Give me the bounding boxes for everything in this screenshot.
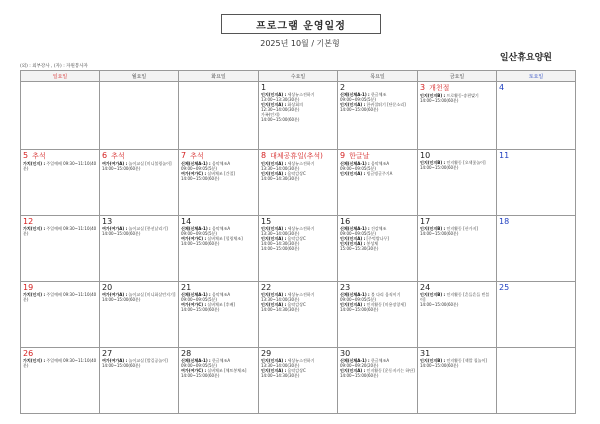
calendar-day-cell [100, 82, 179, 150]
program-detail: 세상뉴스전하기 13:00~13:30(30분) [261, 92, 315, 102]
day-number-line [340, 151, 415, 161]
calendar-week-row [21, 150, 576, 216]
program-detail: 14:00~15:00(60분) [420, 302, 459, 307]
day-number: 18 [499, 217, 510, 226]
day-number: 8 [261, 151, 267, 160]
weekday-tue: 화요일 [179, 71, 259, 82]
program-entry [340, 246, 415, 251]
program-detail: 인지활동 [산가지] [446, 226, 478, 231]
program-detail: 세상뉴스전하기 13:30~14:00(30분) [261, 226, 315, 236]
program-detail: 음악체조A 09:00~09:05(5분) [181, 161, 231, 171]
program-entry [261, 236, 335, 246]
program-entry [261, 246, 335, 251]
program-entry [261, 117, 335, 122]
weekday-sat: 토요일 [497, 71, 576, 82]
program-detail: 14:00~15:00(60분) [340, 307, 379, 312]
program-category: 인지(인지B) : [420, 358, 446, 363]
day-number-line [102, 151, 176, 161]
program-category: 신체(신체A-1) : [340, 161, 370, 166]
day-number: 11 [499, 151, 510, 160]
program-detail: 14:00~15:00(60분) [102, 297, 141, 302]
calendar-body [21, 82, 576, 414]
calendar-day-cell [100, 216, 179, 282]
program-entry [340, 92, 415, 102]
day-number: 25 [499, 283, 510, 292]
program-detail: 화상회의 12:30~14:00(30분) [261, 102, 303, 112]
day-number: 23 [340, 283, 351, 292]
calendar-day-cell [179, 348, 259, 414]
program-category: 신체(신체A-1) : [340, 226, 370, 231]
program-entry [181, 241, 256, 246]
calendar-day-cell [179, 216, 259, 282]
holiday-label: 한글날 [349, 152, 370, 160]
calendar-day-cell [338, 150, 418, 216]
program-category: 인지(인지A) : [261, 226, 287, 231]
calendar-day-cell [259, 150, 338, 216]
legend-note: (외) : 외부강사 , (자) : 자원봉사자 [20, 64, 88, 69]
program-entry [23, 226, 97, 236]
day-number-line [102, 217, 176, 226]
program-detail: 세상뉴스전하기 13:30~14:00(30분) [261, 292, 315, 302]
day-number-line [261, 217, 335, 226]
program-entry [181, 226, 256, 236]
day-number-line [181, 151, 256, 161]
calendar-day-cell [497, 150, 576, 216]
day-number-line [340, 349, 415, 358]
day-number: 4 [499, 83, 505, 92]
weekday-mon: 월요일 [100, 71, 179, 82]
program-category: 신체(신체A-1) : [181, 161, 211, 166]
program-detail: 14:00~15:00(60분) [340, 107, 379, 112]
program-entry [181, 161, 256, 171]
day-number: 9 [340, 151, 346, 160]
program-category: 인지(인지A) : [261, 92, 287, 97]
weekday-sun: 일요일 [21, 71, 100, 82]
program-category: 여가(여가A) : [102, 226, 128, 231]
program-entry [261, 92, 335, 102]
weekday-wed: 수요일 [259, 71, 338, 82]
day-number: 22 [261, 283, 272, 292]
day-number: 31 [420, 349, 431, 358]
program-detail: 14:00~15:00(60분) [261, 117, 300, 122]
program-detail: 인지활동 [오색꽃놀이] [446, 160, 486, 165]
program-category: 인지(인지B) : [420, 93, 446, 98]
calendar-day-cell [497, 82, 576, 150]
program-category: 가치(인지) : [23, 161, 46, 166]
program-entry [181, 176, 256, 181]
program-detail: 세상뉴스전하기 13:30~14:00(30분) [261, 358, 315, 368]
program-detail: 놀이교실 [풍선날리기] [128, 226, 168, 231]
day-number: 6 [102, 151, 108, 160]
program-category: 신체(신체A-1) : [340, 92, 370, 97]
calendar-day-cell [100, 282, 179, 348]
program-category: 신체(신체A-1) : [181, 226, 211, 231]
program-category: 가치(인지) : [23, 226, 46, 231]
program-detail: 한글체조A 09:00~09:05(5분) [181, 358, 231, 368]
program-detail: 주일예배 09:30~11:10(40분) [23, 292, 97, 302]
program-detail: 음악체조A 09:00~09:05(5분) [340, 161, 390, 171]
day-number-line [181, 349, 256, 358]
calendar-day-cell [21, 82, 100, 150]
calendar-day-cell [418, 348, 497, 414]
calendar-day-cell [338, 348, 418, 414]
program-entry [420, 292, 494, 302]
program-entry [420, 302, 494, 307]
calendar-day-cell [338, 216, 418, 282]
calendar-day-cell [418, 82, 497, 150]
day-number-line [420, 283, 494, 292]
program-category: 인지(인지B) : [420, 292, 446, 297]
calendar-day-cell [100, 150, 179, 216]
day-number-line [23, 217, 97, 226]
day-number-line [340, 217, 415, 226]
holiday-label: 추석 [32, 152, 46, 160]
day-number: 13 [102, 217, 113, 226]
holiday-label: 대체공휴일(추석) [270, 152, 323, 160]
program-category: 인지(인지B) : [420, 226, 446, 231]
page-subtitle: 2025년 10월 / 기본형 [260, 39, 340, 48]
program-entry [261, 171, 335, 181]
program-entry [261, 161, 335, 171]
day-number: 5 [23, 151, 29, 160]
program-detail: 14:00~15:00(60분) [340, 373, 379, 378]
program-detail: 실버체조 [후배] [207, 302, 235, 307]
program-entry [181, 358, 256, 368]
program-detail: 한귀절뛰기 [단문소리] [366, 102, 406, 107]
program-detail: 건강체조 09:00~09:05(5분) [340, 226, 387, 236]
program-entry [23, 292, 97, 302]
program-category: 신체(신체A-1) : [181, 292, 211, 297]
calendar-day-cell [497, 348, 576, 414]
day-number-line [420, 217, 494, 226]
program-entry [261, 368, 335, 378]
day-number-line [23, 349, 97, 358]
day-number-line [420, 83, 494, 93]
program-category: 여가(여가A) : [102, 358, 128, 363]
day-number-line [181, 217, 256, 226]
program-category: 인지(인지A) : [340, 236, 366, 241]
program-detail: 실버체조 [간절] [207, 171, 235, 176]
day-number-line [420, 151, 494, 160]
program-detail: 14:00~15:00(60분) [420, 98, 459, 103]
program-detail: 14:00~15:00(60분) [181, 176, 220, 181]
calendar-day-cell [418, 216, 497, 282]
day-number: 27 [102, 349, 113, 358]
day-number-line [499, 217, 573, 226]
day-number-line [23, 151, 97, 161]
program-category: 여가(여가C) : [181, 236, 207, 241]
page-title: 프로그램 운영일정 [221, 14, 381, 34]
program-category: 인지(인지A) : [340, 171, 366, 176]
day-number: 30 [340, 349, 351, 358]
program-detail: 음악감상C 14:00~14:30(30분) [261, 171, 306, 181]
program-detail: 14:00~15:00(60분) [420, 165, 459, 170]
day-number-line [499, 283, 573, 292]
program-detail: 14:00~15:00(60분) [102, 363, 141, 368]
day-number-line [420, 349, 494, 358]
program-detail: 14:00~15:00(60분) [181, 241, 220, 246]
program-entry [261, 292, 335, 302]
day-number-line [261, 83, 335, 92]
program-category: 인지(인지A) : [261, 102, 287, 107]
program-detail: 프로활동-송편빚기 [446, 93, 479, 98]
program-category: 신체(신체A-1) : [340, 292, 370, 297]
program-category: 인지(인지A) : [340, 241, 366, 246]
day-number: 21 [181, 283, 192, 292]
day-number-line [181, 283, 256, 292]
day-number: 20 [102, 283, 113, 292]
holiday-label: 추석 [111, 152, 125, 160]
calendar-day-cell [21, 348, 100, 414]
program-entry [102, 231, 176, 236]
program-detail: 가족(인지) [261, 112, 280, 117]
day-number: 12 [23, 217, 34, 226]
day-number-line [23, 283, 97, 292]
program-detail: 한글체조A 09:00~09:20(20분) [340, 358, 390, 368]
calendar-week-row [21, 282, 576, 348]
program-detail: 음악감상C 14:00~14:30(30분) [261, 302, 306, 312]
calendar-day-cell [259, 216, 338, 282]
day-number-line [340, 283, 415, 292]
day-number: 16 [340, 217, 351, 226]
program-entry [340, 107, 415, 112]
calendar-week-row [21, 216, 576, 282]
calendar-day-cell [179, 82, 259, 150]
program-detail: 놀이교실 [미니화살던지기] [128, 292, 176, 297]
program-category: 인지(인지B) : [420, 160, 446, 165]
program-entry [261, 226, 335, 236]
program-entry [181, 373, 256, 378]
calendar-day-cell [418, 150, 497, 216]
holiday-label: 개천절 [429, 84, 450, 92]
day-number: 17 [420, 217, 431, 226]
weekday-fri: 금요일 [418, 71, 497, 82]
day-number-line [340, 83, 415, 92]
program-detail: 주일예배 09:30~11:10(40분) [23, 226, 97, 236]
day-number: 2 [340, 83, 346, 92]
program-detail: 인지활동 [색깔 칠놀이] [446, 358, 487, 363]
program-entry [420, 231, 494, 236]
program-category: 신체(신체A-1) : [181, 358, 211, 363]
program-category: 인지(인지A) : [340, 102, 366, 107]
day-number: 10 [420, 151, 431, 160]
program-detail: 14:00~15:00(60분) [420, 363, 459, 368]
program-entry [340, 373, 415, 378]
program-detail: 14:00~15:00(60분) [181, 373, 220, 378]
program-category: 여가(여가A) : [102, 292, 128, 297]
program-category: 인지(인지A) : [261, 161, 287, 166]
calendar-day-cell [338, 282, 418, 348]
program-detail: 한글체조 09:00~09:05(5분) [340, 92, 387, 102]
day-number: 19 [23, 283, 34, 292]
calendar-day-cell [259, 348, 338, 414]
program-detail: 음악체조A 09:00~09:05(5분) [181, 226, 231, 236]
program-entry [23, 161, 97, 171]
program-category: 인지(인지A) : [340, 302, 366, 307]
day-number-line [102, 349, 176, 358]
calendar-week-row [21, 348, 576, 414]
program-entry [340, 307, 415, 312]
calendar-day-cell [179, 150, 259, 216]
day-number-line [499, 83, 573, 92]
program-entry [340, 171, 415, 176]
program-entry [340, 358, 415, 368]
day-number-line [499, 151, 573, 160]
program-entry [340, 292, 415, 302]
program-category: 신체(신체A-1) : [340, 358, 370, 363]
program-detail: 세상뉴스전하기 13:30~14:00(30분) [261, 161, 315, 171]
calendar-day-cell [21, 216, 100, 282]
program-detail: 봉성체 [366, 241, 379, 246]
program-category: 인지(인지A) : [261, 171, 287, 176]
day-number: 1 [261, 83, 267, 92]
program-entry [340, 161, 415, 171]
calendar-day-cell [338, 82, 418, 150]
program-category: 여가(여가C) : [181, 171, 207, 176]
day-number-line [102, 283, 176, 292]
program-detail: [주먹밥나무] [366, 236, 389, 241]
calendar-day-cell [259, 282, 338, 348]
program-detail: 15:00~15:30(30분) [340, 246, 379, 251]
day-number-line [261, 151, 335, 161]
program-detail: 14:00~15:00(60분) [181, 307, 220, 312]
calendar-day-cell [100, 348, 179, 414]
day-number: 7 [181, 151, 187, 160]
program-entry [102, 166, 176, 171]
program-category: 인지(인지A) : [261, 358, 287, 363]
calendar-day-cell [418, 282, 497, 348]
program-category: 인지(인지A) : [261, 236, 287, 241]
program-detail: 주일예배 09:30~11:10(40분) [23, 358, 97, 368]
program-detail: 실버체조 [힐링체조] [207, 236, 243, 241]
program-entry [420, 165, 494, 170]
program-category: 여가(여가A) : [102, 161, 128, 166]
program-entry [261, 358, 335, 368]
program-entry [102, 297, 176, 302]
day-number: 29 [261, 349, 272, 358]
program-category: 인지(인지A) : [261, 302, 287, 307]
program-detail: 인지활동 [운동지키는 하단] [366, 368, 415, 373]
program-category: 가치(인지) : [23, 358, 46, 363]
program-detail: 주일예배 09:30~11:10(40분) [23, 161, 97, 171]
calendar-table [20, 70, 576, 414]
program-entry [261, 302, 335, 312]
program-detail: 빙글빙글주기A [366, 171, 393, 176]
program-category: 인지(인지A) : [261, 292, 287, 297]
program-detail: 실버체조 [체트봉체조] [207, 368, 247, 373]
program-detail: 인지활동 [미용장창세] [366, 302, 406, 307]
program-detail: 14:00~15:00(60분) [102, 231, 141, 236]
program-entry [102, 363, 176, 368]
day-number: 24 [420, 283, 431, 292]
calendar-day-cell [497, 282, 576, 348]
program-detail: 음악체조A 09:00~09:05(5분) [181, 292, 231, 302]
day-number: 28 [181, 349, 192, 358]
weekday-thu: 목요일 [338, 71, 418, 82]
organization-name: 일산휴요양원 [499, 53, 552, 63]
program-category: 가치(인지) : [23, 292, 46, 297]
program-detail: 14:00~15:00(60분) [102, 166, 141, 171]
calendar-day-cell [21, 150, 100, 216]
program-category: 여가(여가C) : [181, 302, 207, 307]
program-detail: 14:00~15:00(60분) [261, 246, 300, 251]
program-category: 여가(여가C) : [181, 368, 207, 373]
holiday-label: 추석 [190, 152, 204, 160]
program-category: 인지(인지A) : [261, 368, 287, 373]
program-detail: 놀이교실 [미니볼링놀이] [128, 161, 172, 166]
weekday-header-row [21, 71, 576, 82]
day-number: 14 [181, 217, 192, 226]
program-entry [181, 307, 256, 312]
program-entry [420, 98, 494, 103]
program-detail: 인지활동 [흔들흔들 빈블이] [420, 292, 490, 302]
day-number-line [261, 349, 335, 358]
calendar-day-cell [497, 216, 576, 282]
day-number: 26 [23, 349, 34, 358]
program-entry [340, 226, 415, 236]
program-entry [261, 102, 335, 112]
program-detail: 음악감상C 14:00~14:30(30분) [261, 236, 306, 246]
program-entry [23, 358, 97, 368]
program-entry [420, 363, 494, 368]
program-detail: 볼 다리 움직이기 09:00~09:05(5분) [340, 292, 401, 302]
program-detail: 놀이교실 [발길공놀이] [128, 358, 168, 363]
day-number: 15 [261, 217, 272, 226]
calendar-day-cell [259, 82, 338, 150]
calendar-week-row [21, 82, 576, 150]
program-detail: 14:00~15:00(60분) [420, 231, 459, 236]
calendar-day-cell [179, 282, 259, 348]
program-detail: 음악감상C 14:00~14:30(30분) [261, 368, 306, 378]
calendar-day-cell [21, 282, 100, 348]
day-number: 3 [420, 83, 426, 92]
program-entry [181, 292, 256, 302]
day-number-line [261, 283, 335, 292]
program-category: 인지(인지A) : [340, 368, 366, 373]
